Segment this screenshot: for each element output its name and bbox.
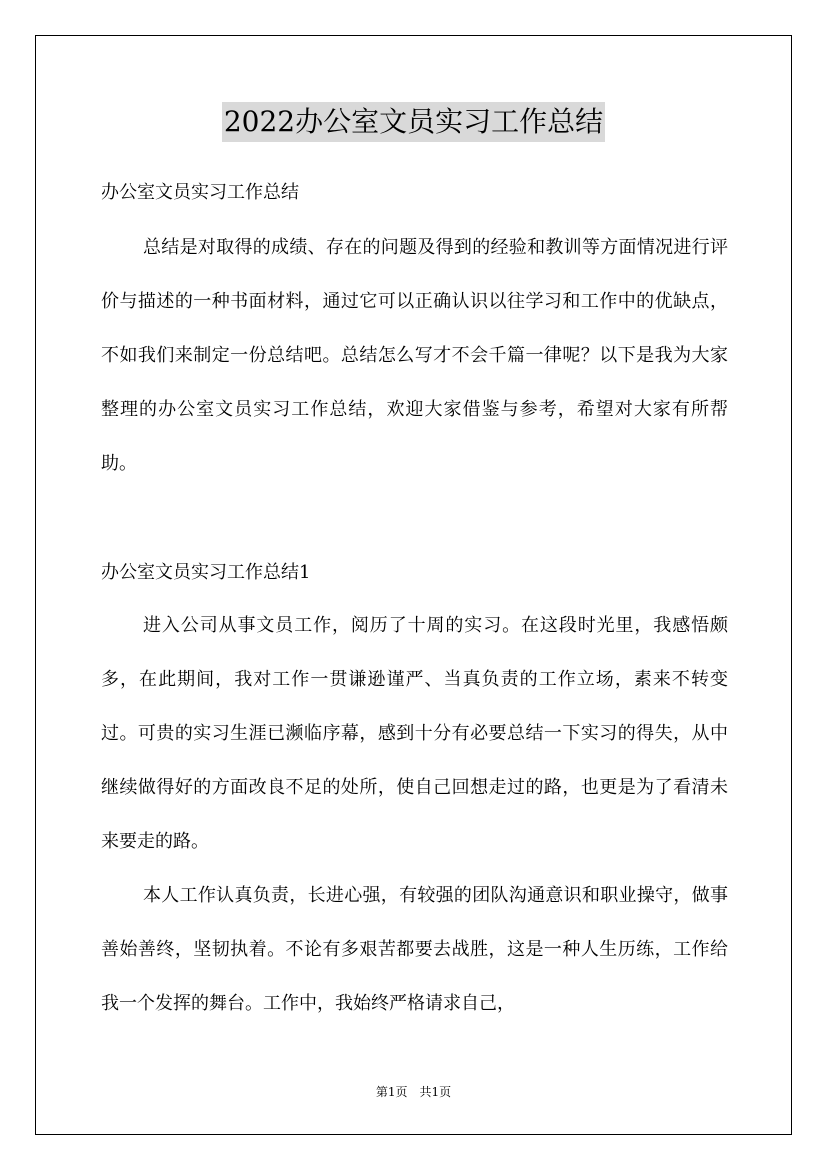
- document-title: 2022办公室文员实习工作总结: [222, 102, 605, 142]
- intro-paragraph: 总结是对取得的成绩、存在的问题及得到的经验和教训等方面情况进行评价与描述的一种书面材料，通过它可以正确认识以往学习和工作中的优缺点，不如我们来制定一份总结吧。总结怎么写才不会千篇一律呢？以下是我为大家整理的办公室文员实习工作总结，欢迎大家借鉴与参考，希望对大家有所帮助。: [101, 237, 728, 474]
- title-container: [0, 102, 827, 142]
- body-paragraph: 进入公司从事文员工作，阅历了十周的实习。在这段时光里，我感悟颇多，在此期间，我对工作一贯谦逊谨严、当真负责的工作立场，素来不转变过。可贵的实习生涯已濒临序幕，感到十分有必要总结一下实习的得失，从中继续做得好的方面改良不足的处所，使自己回想走过的路，也更是为了看清未来要走的路。: [101, 615, 728, 852]
- section-heading: 办公室文员实习工作总结1: [101, 562, 311, 583]
- page-number-footer: 第1页 共1页: [375, 1085, 452, 1099]
- subtitle: 办公室文员实习工作总结: [101, 182, 299, 203]
- body-paragraph: 本人工作认真负责，长进心强，有较强的团队沟通意识和职业操守，做事善始善终，坚韧执着。不论有多艰苦都要去战胜，这是一种人生历练，工作给我一个发挥的舞台。工作中，我始终严格请求自己，: [101, 885, 728, 1014]
